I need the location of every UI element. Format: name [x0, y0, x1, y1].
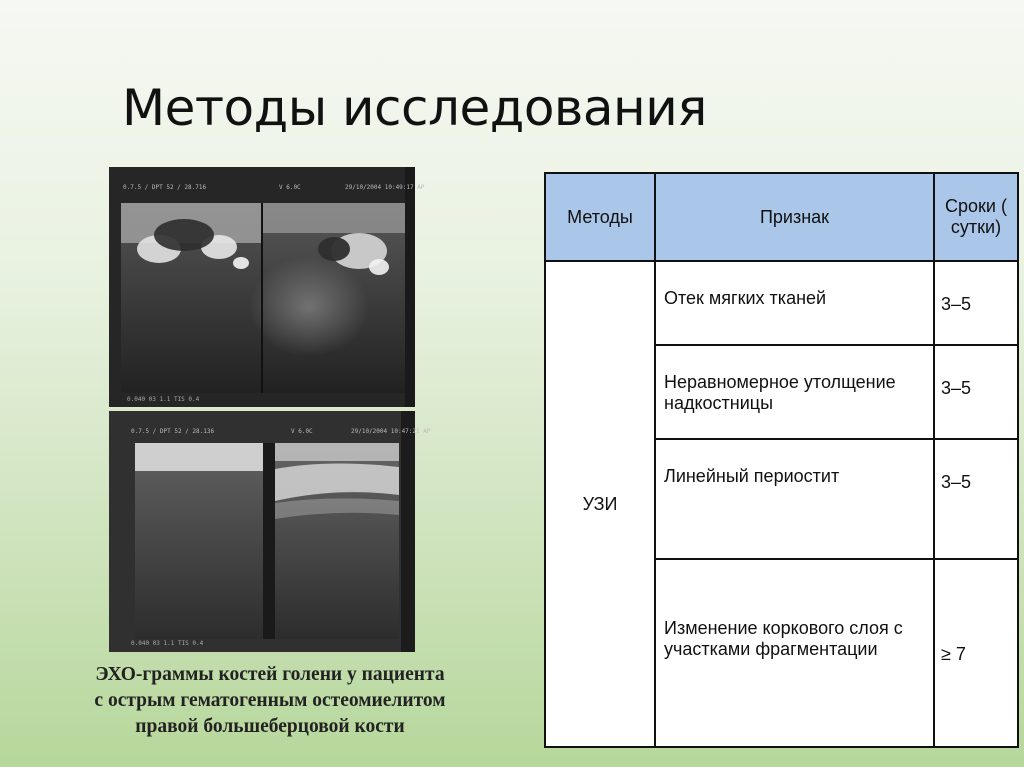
time-cell: 3–5	[934, 261, 1018, 345]
ultrasound-image-bottom	[109, 411, 431, 652]
sign-cell: Неравномерное утолщение надкостницы	[655, 345, 934, 439]
header-sign: Признак	[655, 173, 934, 261]
echo-top-header-left: 0.7.5 / DPT 52 / 28.716	[123, 184, 207, 191]
methods-table	[544, 172, 1019, 748]
image-caption	[30, 662, 510, 740]
echo-top-header-mid: V 6.0C	[279, 184, 301, 191]
ultrasound-image-top	[109, 167, 425, 407]
echo-top-header-right: 29/10/2004 10:49:17 AP	[345, 184, 425, 191]
echo-bottom-footer: 0.040 03 1.1 TIS 0.4	[131, 640, 204, 647]
header-methods: Методы	[545, 173, 655, 261]
echo-top-footer: 0.040 03 1.1 TIS 0.4	[127, 396, 200, 403]
echo-bottom-header-right: 29/10/2004 10:47:21 AP	[351, 428, 431, 435]
sign-cell: Изменение коркового слоя с участками фрагментации	[655, 559, 934, 747]
time-cell: 3–5	[934, 439, 1018, 559]
table-header-row	[545, 173, 1018, 261]
caption-line: с острым гематогенным остеомиелитом	[94, 690, 446, 711]
caption-line: правой большеберцовой кости	[135, 716, 405, 737]
sign-cell: Отек мягких тканей	[655, 261, 934, 345]
header-time: Сроки ( сутки)	[934, 173, 1018, 261]
time-cell: ≥ 7	[934, 559, 1018, 747]
echo-bottom-header-left: 0.7.5 / DPT 52 / 28.136	[131, 428, 215, 435]
sign-cell: Линейный периостит	[655, 439, 934, 559]
slide-title: Методы исследования	[122, 79, 707, 137]
method-cell: УЗИ	[545, 261, 655, 747]
caption-line: ЭХО-граммы костей голени у пациента	[95, 664, 445, 685]
echo-bottom-header-mid: V 6.0C	[291, 428, 313, 435]
table-row	[545, 261, 1018, 345]
time-cell: 3–5	[934, 345, 1018, 439]
